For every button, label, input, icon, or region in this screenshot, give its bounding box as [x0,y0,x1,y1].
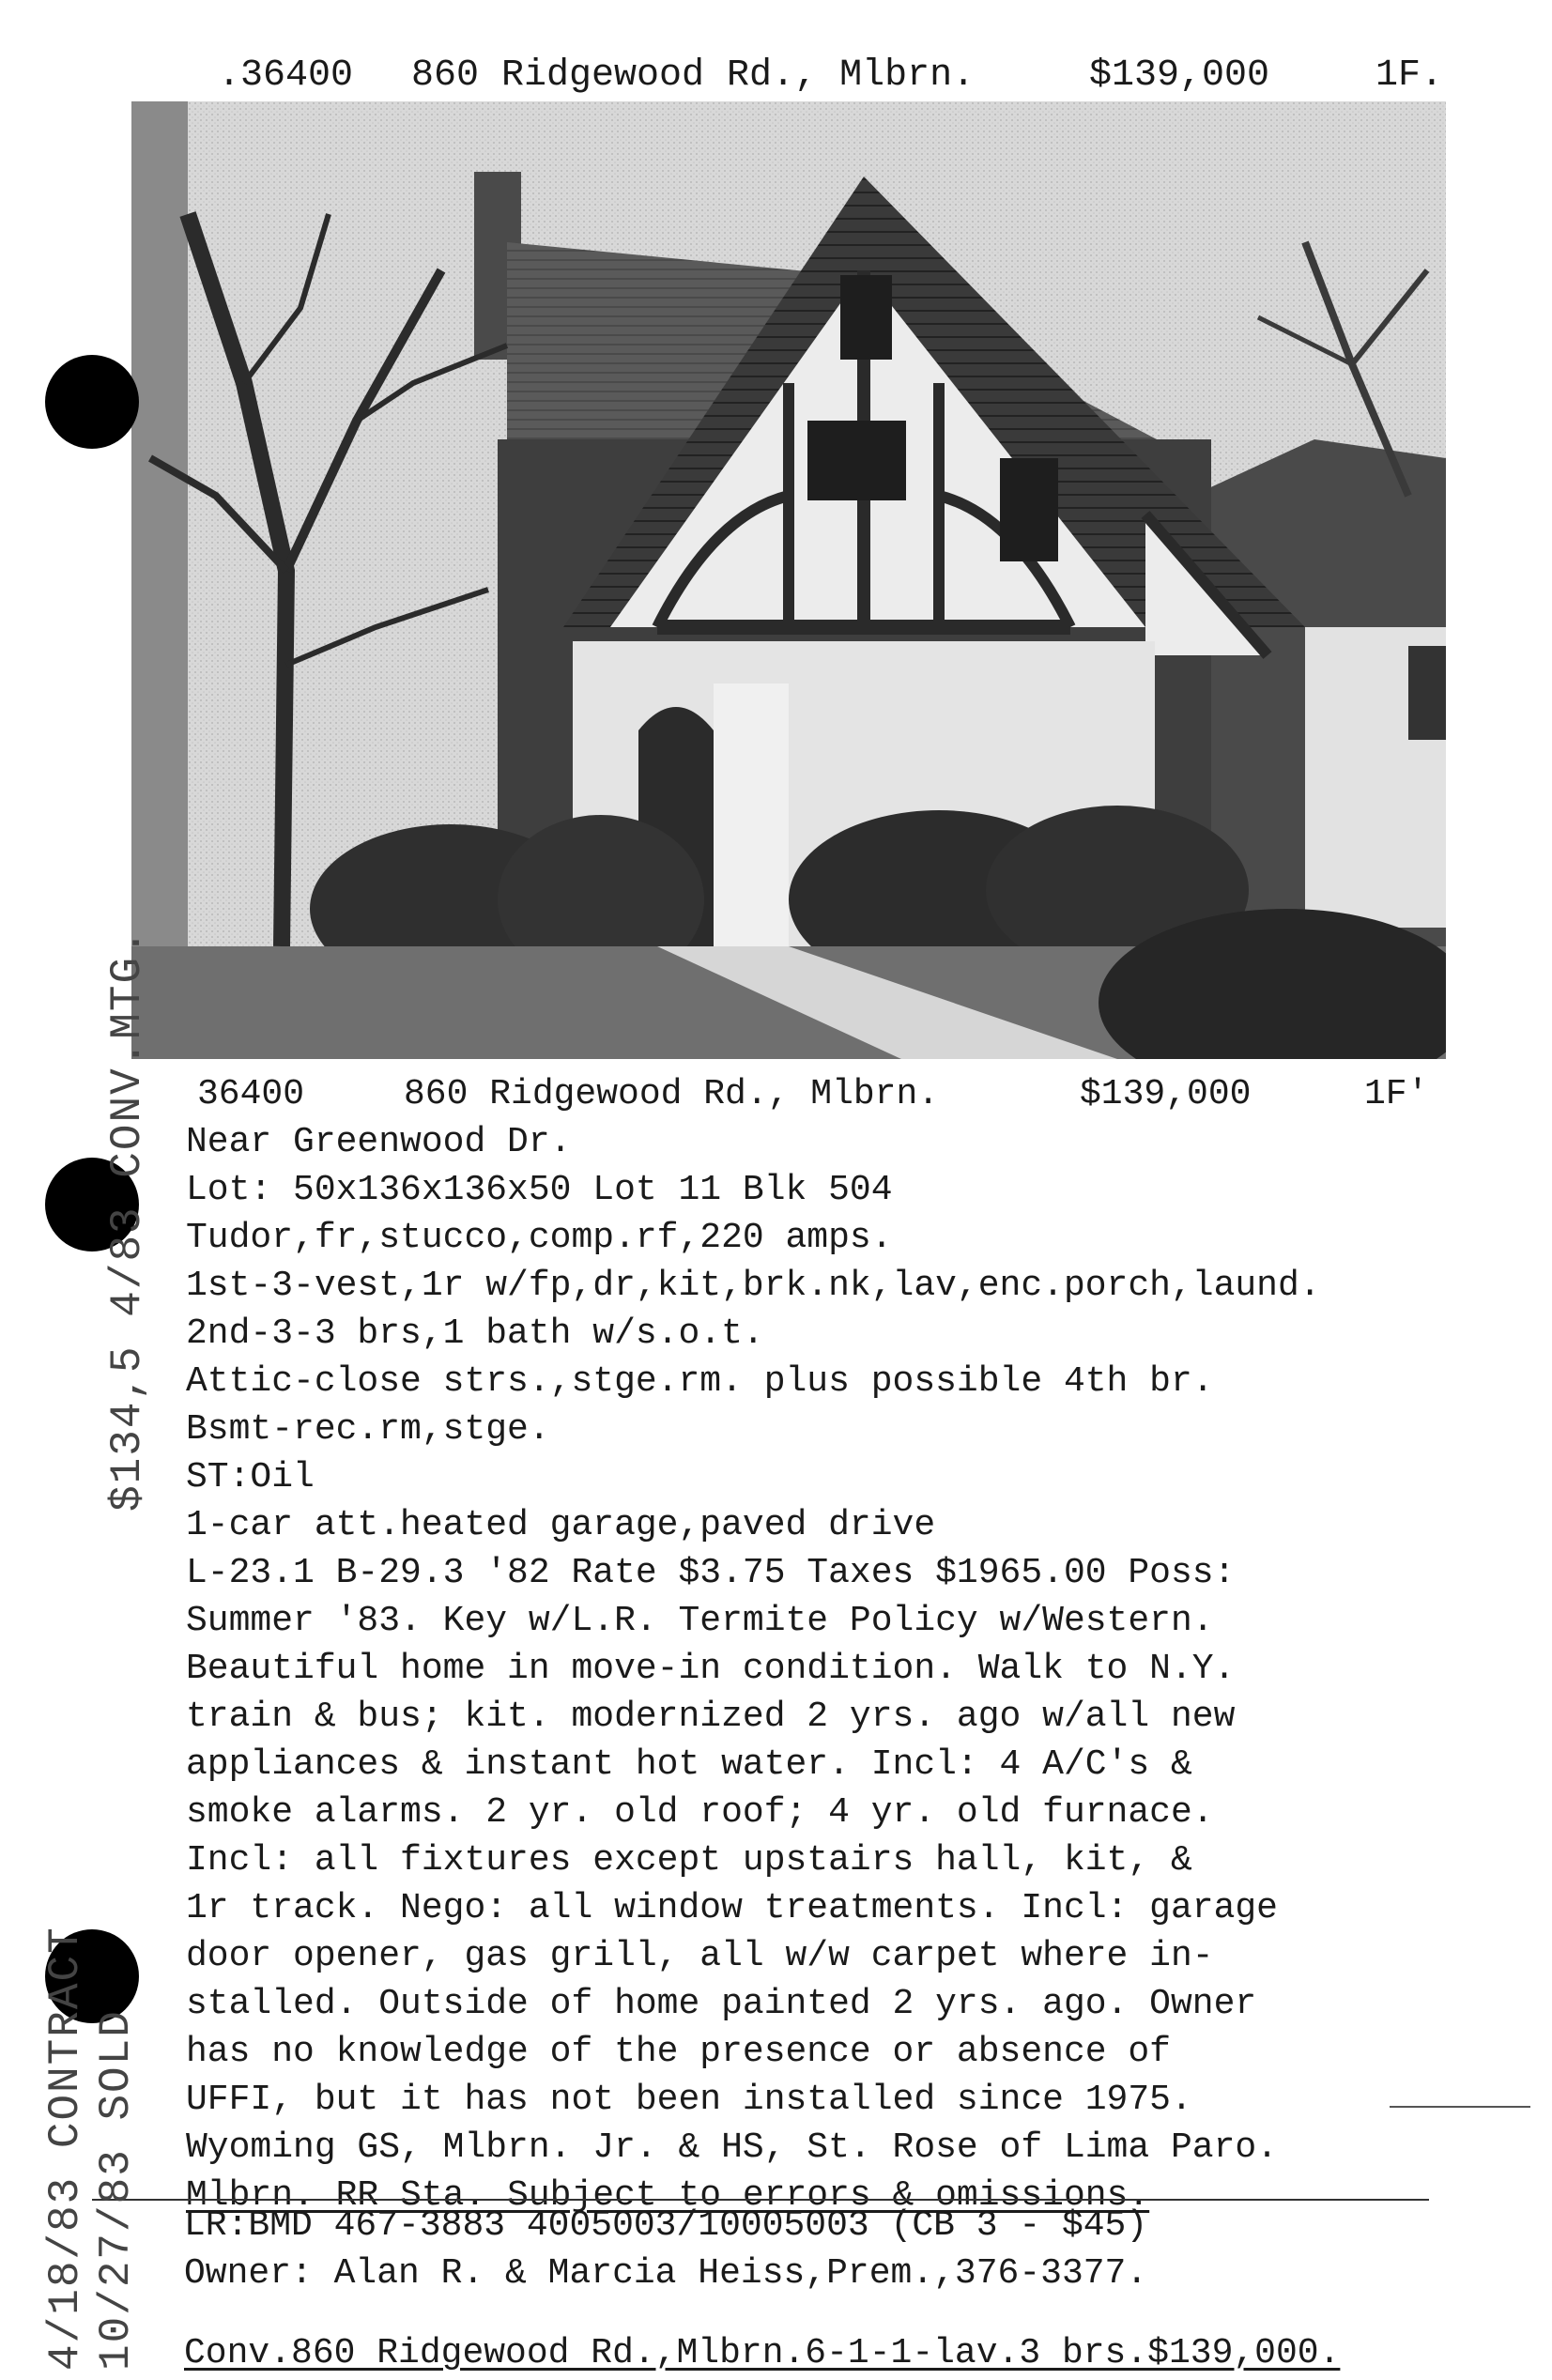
listing-line: 1st-3-vest,1r w/fp,dr,kit,brk.nk,lav,enc.porch,laund. [186,1266,1321,1306]
listing-line: Bsmt-rec.rm,stge. [186,1409,550,1450]
listing-agent-line: LR:BMD 467-3883 4005003/10005003 (CB 3 - $45) [184,2205,1148,2246]
top-price: $139,000 [1089,54,1270,97]
conventional-summary-line: Conv.860 Ridgewood Rd.,Mlbrn.6-1-1-lav.3 brs.$139,000. [184,2333,1341,2373]
house-photo-illustration [131,101,1446,1059]
listing-disclaimer-line: Mlbrn. RR Sta. Subject to errors & omissions. [186,2175,1150,2216]
listing-line: smoke alarms. 2 yr. old roof; 4 yr. old furnace. [186,1792,1214,1833]
listing-body [186,1070,1519,2219]
top-family-type: 1F. [1375,54,1444,97]
listing-line: Summer '83. Key w/L.R. Termite Policy w/Western. [186,1601,1214,1641]
listing-id: 36400 [197,1074,305,1114]
listing-line: appliances & instant hot water. Incl: 4 A/C's & [186,1744,1192,1785]
listing-line: Tudor,fr,stucco,comp.rf,220 amps. [186,1218,893,1258]
listing-line: Beautiful home in move-in condition. Walk to N.Y. [186,1649,1236,1689]
listing-address: 860 Ridgewood Rd., Mlbrn. [404,1074,940,1114]
listing-contact [184,2202,1517,2297]
sold-date-note: 10/27/83 SOLD [92,2009,141,2371]
contract-date-note: 4/18/83 CONTRACT [41,1926,90,2371]
listing-line: 1r track. Nego: all window treatments. Incl: garage [186,1888,1278,1928]
listing-price: $139,000 [1080,1074,1252,1114]
listing-line: Incl: all fixtures except upstairs hall, kit, & [186,1840,1192,1881]
listing-line: L-23.1 B-29.3 '82 Rate $3.75 Taxes $1965.00 Poss: [186,1553,1236,1593]
owner-line: Owner: Alan R. & Marcia Heiss,Prem.,376-3377. [184,2253,1148,2294]
divider-rule [92,2199,1429,2201]
listing-line: ST:Oil [186,1457,315,1497]
punch-hole [45,355,139,449]
house-photo [131,101,1446,1059]
listing-line: has no knowledge of the presence or absence of [186,2032,1171,2072]
top-listing-id: .36400 [218,54,354,97]
listing-line: Attic-close strs.,stge.rm. plus possible 4th br. [186,1361,1214,1402]
top-address: 860 Ridgewood Rd., Mlbrn. [411,54,976,97]
listing-line: door opener, gas grill, all w/w carpet where in- [186,1936,1214,1976]
listing-header [186,1070,1519,1118]
listing-line: Wyoming GS, Mlbrn. Jr. & HS, St. Rose of Lima Paro. [186,2127,1278,2168]
sale-price-note: $134,5 4/83 CONV.MTG. [103,928,152,1512]
listing-line: Lot: 50x136x136x50 Lot 11 Blk 504 [186,1170,893,1210]
listing-line: Near Greenwood Dr. [186,1122,572,1162]
side-rule [1390,2106,1530,2108]
listing-line: UFFI, but it has not been installed since 1975. [186,2080,1192,2120]
listing-line: stalled. Outside of home painted 2 yrs. ago. Owner [186,1984,1257,2024]
listing-line: 2nd-3-3 brs,1 bath w/s.o.t. [186,1313,764,1354]
listing-line: 1-car att.heated garage,paved drive [186,1505,936,1545]
listing-line: train & bus; kit. modernized 2 yrs. ago w/all new [186,1697,1236,1737]
listing-family-type: 1F' [1364,1074,1429,1114]
